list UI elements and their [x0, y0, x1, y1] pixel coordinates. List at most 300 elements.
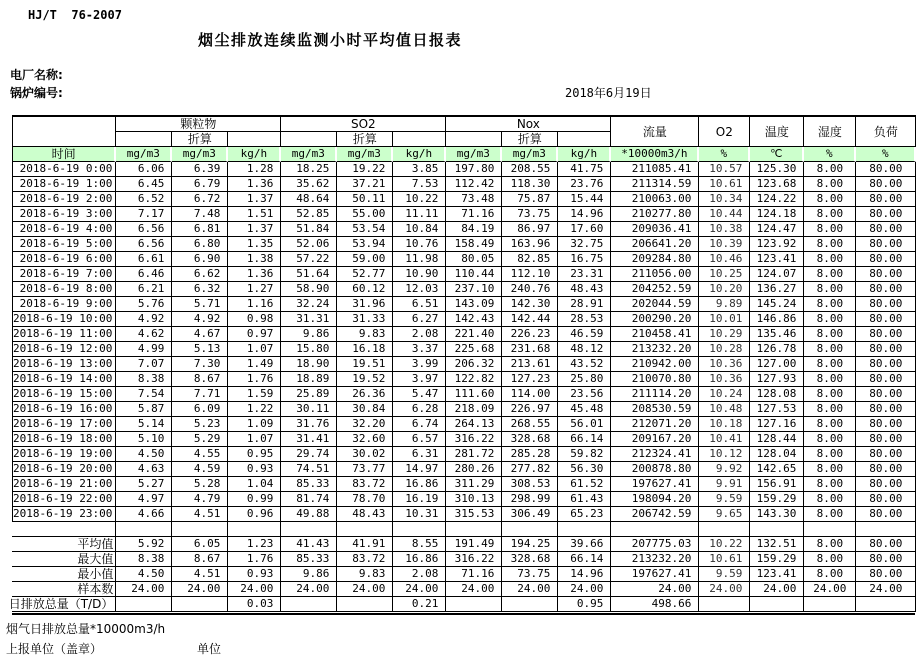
value-cell: 8.38 [116, 372, 172, 387]
value-cell: 23.76 [558, 177, 611, 192]
table-row [12, 462, 916, 477]
blank-cell [337, 522, 393, 537]
value-cell: 15.44 [558, 192, 611, 207]
unit-cell: mg/m3 [502, 147, 558, 162]
unit-cell: mg/m3 [116, 147, 172, 162]
value-cell: 14.96 [558, 207, 611, 222]
summary-value-cell: 8.55 [393, 537, 446, 552]
value-cell: 30.11 [281, 402, 337, 417]
time-cell: 2018-6-19 9:00 [12, 297, 116, 312]
value-cell: 316.22 [446, 432, 502, 447]
value-cell: 82.85 [502, 252, 558, 267]
units-row [12, 147, 916, 162]
value-cell: 15.80 [281, 342, 337, 357]
value-cell: 206.32 [446, 357, 502, 372]
value-cell: 281.72 [446, 447, 502, 462]
value-cell: 9.83 [337, 327, 393, 342]
value-cell: 1.16 [228, 297, 281, 312]
value-cell: 23.31 [558, 267, 611, 282]
time-cell: 2018-6-19 18:00 [12, 432, 116, 447]
header-humidity: 湿度 [804, 117, 856, 147]
value-cell: 128.44 [750, 432, 804, 447]
header-temp: 温度 [750, 117, 804, 147]
value-cell: 80.00 [856, 402, 916, 417]
table-row [12, 222, 916, 237]
table-row [12, 207, 916, 222]
value-cell: 142.30 [502, 297, 558, 312]
value-cell: 4.99 [116, 342, 172, 357]
summary-value-cell: 24.00 [172, 582, 228, 597]
value-cell: 310.13 [446, 492, 502, 507]
value-cell: 8.00 [804, 387, 856, 402]
blank-cell [228, 132, 281, 147]
time-cell: 2018-6-19 11:00 [12, 327, 116, 342]
table-row [12, 192, 916, 207]
time-cell: 2018-6-19 10:00 [12, 312, 116, 327]
value-cell: 6.09 [172, 402, 228, 417]
report-date: 2018年6月19日 [565, 86, 652, 100]
time-cell: 2018-6-19 5:00 [12, 237, 116, 252]
value-cell: 6.80 [172, 237, 228, 252]
value-cell: 10.90 [393, 267, 446, 282]
value-cell: 211314.59 [611, 177, 699, 192]
summary-label-cell: 样本数 [12, 582, 116, 597]
value-cell: 1.51 [228, 207, 281, 222]
time-cell: 2018-6-19 22:00 [12, 492, 116, 507]
summary-value-cell: 8.67 [172, 552, 228, 567]
value-cell: 8.00 [804, 222, 856, 237]
value-cell: 80.00 [856, 192, 916, 207]
value-cell: 10.22 [393, 192, 446, 207]
value-cell: 80.00 [856, 357, 916, 372]
table-row [12, 312, 916, 327]
value-cell: 19.52 [337, 372, 393, 387]
value-cell: 9.92 [699, 462, 750, 477]
time-cell: 2018-6-19 20:00 [12, 462, 116, 477]
value-cell: 6.39 [172, 162, 228, 177]
value-cell: 59.00 [337, 252, 393, 267]
table-row [12, 387, 916, 402]
value-cell: 10.34 [699, 192, 750, 207]
boiler-number-label: 锅炉编号: [10, 86, 63, 100]
value-cell: 3.99 [393, 357, 446, 372]
time-header: 时间 [12, 147, 116, 162]
value-cell: 1.49 [228, 357, 281, 372]
value-cell: 8.00 [804, 312, 856, 327]
value-cell: 210458.41 [611, 327, 699, 342]
value-cell: 298.99 [502, 492, 558, 507]
value-cell: 1.22 [228, 402, 281, 417]
summary-value-cell: 24.00 [611, 582, 699, 597]
value-cell: 1.35 [228, 237, 281, 252]
summary-value-cell: 8.00 [804, 567, 856, 582]
value-cell: 4.51 [172, 507, 228, 522]
value-cell: 80.05 [446, 252, 502, 267]
summary-value-cell: 83.72 [337, 552, 393, 567]
summary-value-cell: 10.22 [699, 537, 750, 552]
value-cell: 10.39 [699, 237, 750, 252]
value-cell: 1.36 [228, 267, 281, 282]
value-cell: 124.07 [750, 267, 804, 282]
blank-cell [116, 132, 172, 147]
unit-cell: ℃ [750, 147, 804, 162]
summary-value-cell: 14.96 [558, 567, 611, 582]
table-row [12, 432, 916, 447]
summary-value-cell: 24.00 [228, 582, 281, 597]
value-cell: 19.22 [337, 162, 393, 177]
value-cell: 4.62 [116, 327, 172, 342]
value-cell: 213.61 [502, 357, 558, 372]
value-cell: 8.00 [804, 297, 856, 312]
value-cell: 78.70 [337, 492, 393, 507]
value-cell: 5.13 [172, 342, 228, 357]
value-cell: 31.33 [337, 312, 393, 327]
value-cell: 16.86 [393, 477, 446, 492]
value-cell: 6.32 [172, 282, 228, 297]
value-cell: 81.74 [281, 492, 337, 507]
value-cell: 80.00 [856, 177, 916, 192]
summary-value-cell: 24.00 [393, 582, 446, 597]
value-cell: 6.61 [116, 252, 172, 267]
value-cell: 4.79 [172, 492, 228, 507]
value-cell: 6.79 [172, 177, 228, 192]
time-cell: 2018-6-19 2:00 [12, 192, 116, 207]
summary-value-cell: 71.16 [446, 567, 502, 582]
value-cell: 45.48 [558, 402, 611, 417]
value-cell: 123.41 [750, 252, 804, 267]
value-cell: 31.41 [281, 432, 337, 447]
value-cell: 210942.00 [611, 357, 699, 372]
value-cell: 8.00 [804, 237, 856, 252]
value-cell: 18.90 [281, 357, 337, 372]
summary-value-cell: 85.33 [281, 552, 337, 567]
value-cell: 25.89 [281, 387, 337, 402]
value-cell: 51.84 [281, 222, 337, 237]
value-cell: 80.00 [856, 207, 916, 222]
value-cell: 225.68 [446, 342, 502, 357]
value-cell: 80.00 [856, 432, 916, 447]
value-cell: 6.31 [393, 447, 446, 462]
value-cell: 206742.59 [611, 507, 699, 522]
value-cell: 8.00 [804, 252, 856, 267]
value-cell: 75.87 [502, 192, 558, 207]
value-cell: 277.82 [502, 462, 558, 477]
value-cell: 61.43 [558, 492, 611, 507]
summary-value-cell: 24.00 [856, 582, 916, 597]
table-bottom-rule [12, 613, 915, 615]
summary-value-cell: 24.00 [750, 582, 804, 597]
value-cell: 80.00 [856, 222, 916, 237]
value-cell: 84.19 [446, 222, 502, 237]
value-cell: 218.09 [446, 402, 502, 417]
value-cell: 48.64 [281, 192, 337, 207]
value-cell: 8.00 [804, 327, 856, 342]
value-cell: 23.56 [558, 387, 611, 402]
value-cell: 6.51 [393, 297, 446, 312]
value-cell: 8.00 [804, 417, 856, 432]
table-row [12, 327, 916, 342]
value-cell: 6.06 [116, 162, 172, 177]
table-row [12, 447, 916, 462]
value-cell: 110.44 [446, 267, 502, 282]
table-row [12, 237, 916, 252]
summary-value-cell: 9.86 [281, 567, 337, 582]
value-cell: 159.29 [750, 492, 804, 507]
value-cell: 56.01 [558, 417, 611, 432]
value-cell: 4.55 [172, 447, 228, 462]
value-cell: 41.75 [558, 162, 611, 177]
summary-value-cell: 5.92 [116, 537, 172, 552]
time-cell: 2018-6-19 16:00 [12, 402, 116, 417]
value-cell: 7.07 [116, 357, 172, 372]
value-cell: 5.71 [172, 297, 228, 312]
value-cell: 1.36 [228, 177, 281, 192]
value-cell: 48.43 [558, 282, 611, 297]
value-cell: 10.36 [699, 357, 750, 372]
value-cell: 2.08 [393, 327, 446, 342]
value-cell: 8.00 [804, 432, 856, 447]
value-cell: 80.00 [856, 327, 916, 342]
value-cell: 6.21 [116, 282, 172, 297]
summary-value-cell: 24.00 [502, 582, 558, 597]
value-cell: 29.74 [281, 447, 337, 462]
value-cell: 112.42 [446, 177, 502, 192]
value-cell: 6.52 [116, 192, 172, 207]
value-cell: 124.22 [750, 192, 804, 207]
value-cell: 10.57 [699, 162, 750, 177]
table-row [12, 162, 916, 177]
blank-cell [699, 522, 750, 537]
unit-cell: kg/h [228, 147, 281, 162]
value-cell: 0.97 [228, 327, 281, 342]
value-cell: 10.76 [393, 237, 446, 252]
value-cell: 135.46 [750, 327, 804, 342]
daily-total-value-cell [116, 597, 172, 612]
value-cell: 124.18 [750, 207, 804, 222]
value-cell: 66.14 [558, 432, 611, 447]
value-cell: 0.98 [228, 312, 281, 327]
value-cell: 43.52 [558, 357, 611, 372]
unit-cell: kg/h [558, 147, 611, 162]
blank-cell [446, 522, 502, 537]
value-cell: 1.37 [228, 222, 281, 237]
value-cell: 80.00 [856, 372, 916, 387]
value-cell: 6.72 [172, 192, 228, 207]
summary-value-cell: 207775.03 [611, 537, 699, 552]
converted-label: 折算 [337, 132, 393, 147]
time-cell: 2018-6-19 17:00 [12, 417, 116, 432]
summary-value-cell: 328.68 [502, 552, 558, 567]
summary-value-cell: 80.00 [856, 567, 916, 582]
value-cell: 10.36 [699, 372, 750, 387]
value-cell: 124.47 [750, 222, 804, 237]
value-cell: 9.91 [699, 477, 750, 492]
value-cell: 114.00 [502, 387, 558, 402]
value-cell: 143.30 [750, 507, 804, 522]
value-cell: 28.53 [558, 312, 611, 327]
blank-cell [804, 522, 856, 537]
value-cell: 211114.20 [611, 387, 699, 402]
value-cell: 46.59 [558, 327, 611, 342]
value-cell: 7.71 [172, 387, 228, 402]
group-nox: Nox [446, 117, 611, 132]
standard-code: HJ/T 76-2007 [28, 8, 122, 22]
value-cell: 1.76 [228, 372, 281, 387]
table-header [12, 117, 916, 162]
value-cell: 80.00 [856, 162, 916, 177]
value-cell: 10.84 [393, 222, 446, 237]
time-cell: 2018-6-19 15:00 [12, 387, 116, 402]
value-cell: 268.55 [502, 417, 558, 432]
value-cell: 32.75 [558, 237, 611, 252]
summary-value-cell: 316.22 [446, 552, 502, 567]
daily-total-label-cell [8, 597, 116, 612]
summary-value-cell: 9.59 [699, 567, 750, 582]
summary-value-cell: 4.50 [116, 567, 172, 582]
value-cell: 0.96 [228, 507, 281, 522]
value-cell: 127.00 [750, 357, 804, 372]
value-cell: 80.00 [856, 237, 916, 252]
value-cell: 28.91 [558, 297, 611, 312]
value-cell: 3.97 [393, 372, 446, 387]
table-row [12, 177, 916, 192]
daily-total-value-cell [856, 597, 916, 612]
blank-cell [611, 522, 699, 537]
summary-value-cell: 24.00 [116, 582, 172, 597]
blank-cell [228, 522, 281, 537]
value-cell: 1.07 [228, 342, 281, 357]
value-cell: 10.20 [699, 282, 750, 297]
summary-value-cell: 24.00 [337, 582, 393, 597]
value-cell: 52.77 [337, 267, 393, 282]
value-cell: 3.85 [393, 162, 446, 177]
summary-value-cell: 24.00 [281, 582, 337, 597]
header-flow: 流量 [611, 117, 699, 147]
value-cell: 264.13 [446, 417, 502, 432]
blank-cell [393, 522, 446, 537]
unit-cell: mg/m3 [172, 147, 228, 162]
value-cell: 5.87 [116, 402, 172, 417]
summary-value-cell: 41.43 [281, 537, 337, 552]
daily-total-value-cell: 0.03 [228, 597, 281, 612]
value-cell: 1.07 [228, 432, 281, 447]
value-cell: 80.00 [856, 252, 916, 267]
value-cell: 202044.59 [611, 297, 699, 312]
value-cell: 8.00 [804, 402, 856, 417]
converted-label: 折算 [502, 132, 558, 147]
table-row [12, 357, 916, 372]
value-cell: 10.12 [699, 447, 750, 462]
value-cell: 7.48 [172, 207, 228, 222]
value-cell: 9.59 [699, 492, 750, 507]
summary-label-cell: 最小值 [12, 567, 116, 582]
blank-cell [502, 522, 558, 537]
summary-value-cell: 4.51 [172, 567, 228, 582]
value-cell: 4.92 [116, 312, 172, 327]
value-cell: 9.89 [699, 297, 750, 312]
blank-cell [446, 132, 502, 147]
value-cell: 80.00 [856, 507, 916, 522]
value-cell: 80.00 [856, 462, 916, 477]
value-cell: 112.10 [502, 267, 558, 282]
summary-value-cell: 2.08 [393, 567, 446, 582]
summary-value-cell: 8.00 [804, 552, 856, 567]
header-group-row [12, 117, 916, 132]
value-cell: 0.93 [228, 462, 281, 477]
time-cell: 2018-6-19 8:00 [12, 282, 116, 297]
value-cell: 30.02 [337, 447, 393, 462]
value-cell: 111.60 [446, 387, 502, 402]
value-cell: 123.92 [750, 237, 804, 252]
value-cell: 6.90 [172, 252, 228, 267]
value-cell: 200878.80 [611, 462, 699, 477]
value-cell: 315.53 [446, 507, 502, 522]
time-cell: 2018-6-19 21:00 [12, 477, 116, 492]
value-cell: 163.96 [502, 237, 558, 252]
value-cell: 17.60 [558, 222, 611, 237]
value-cell: 8.00 [804, 462, 856, 477]
value-cell: 142.43 [446, 312, 502, 327]
value-cell: 51.64 [281, 267, 337, 282]
value-cell: 145.24 [750, 297, 804, 312]
value-cell: 308.53 [502, 477, 558, 492]
value-cell: 80.00 [856, 267, 916, 282]
value-cell: 211056.00 [611, 267, 699, 282]
value-cell: 5.29 [172, 432, 228, 447]
unit-cell: mg/m3 [337, 147, 393, 162]
value-cell: 35.62 [281, 177, 337, 192]
daily-total-label: 日排放总量（T/D） [8, 597, 114, 611]
table-row [12, 372, 916, 387]
value-cell: 200290.20 [611, 312, 699, 327]
summary-value-cell: 6.05 [172, 537, 228, 552]
value-cell: 61.52 [558, 477, 611, 492]
daily-total-row [12, 597, 916, 612]
value-cell: 80.00 [856, 417, 916, 432]
value-cell: 118.30 [502, 177, 558, 192]
corner-cell [12, 117, 116, 147]
daily-total-value-cell [750, 597, 804, 612]
daily-total-value-cell [337, 597, 393, 612]
value-cell: 73.48 [446, 192, 502, 207]
daily-total-value-cell [172, 597, 228, 612]
value-cell: 8.00 [804, 342, 856, 357]
summary-value-cell: 10.61 [699, 552, 750, 567]
value-cell: 86.97 [502, 222, 558, 237]
time-cell: 2018-6-19 1:00 [12, 177, 116, 192]
value-cell: 25.80 [558, 372, 611, 387]
value-cell: 8.00 [804, 267, 856, 282]
value-cell: 6.45 [116, 177, 172, 192]
summary-value-cell: 191.49 [446, 537, 502, 552]
value-cell: 50.11 [337, 192, 393, 207]
value-cell: 197627.41 [611, 477, 699, 492]
summary-value-cell: 39.66 [558, 537, 611, 552]
value-cell: 1.38 [228, 252, 281, 267]
unit-cell: mg/m3 [281, 147, 337, 162]
unit-cell: mg/m3 [446, 147, 502, 162]
value-cell: 136.27 [750, 282, 804, 297]
value-cell: 6.81 [172, 222, 228, 237]
daily-total-value-cell: 0.21 [393, 597, 446, 612]
summary-label-cell: 平均值 [12, 537, 116, 552]
summary-value-cell: 24.00 [699, 582, 750, 597]
value-cell: 1.59 [228, 387, 281, 402]
summary-value-cell: 8.38 [116, 552, 172, 567]
value-cell: 4.92 [172, 312, 228, 327]
time-cell: 2018-6-19 23:00 [12, 507, 116, 522]
value-cell: 80.00 [856, 447, 916, 462]
